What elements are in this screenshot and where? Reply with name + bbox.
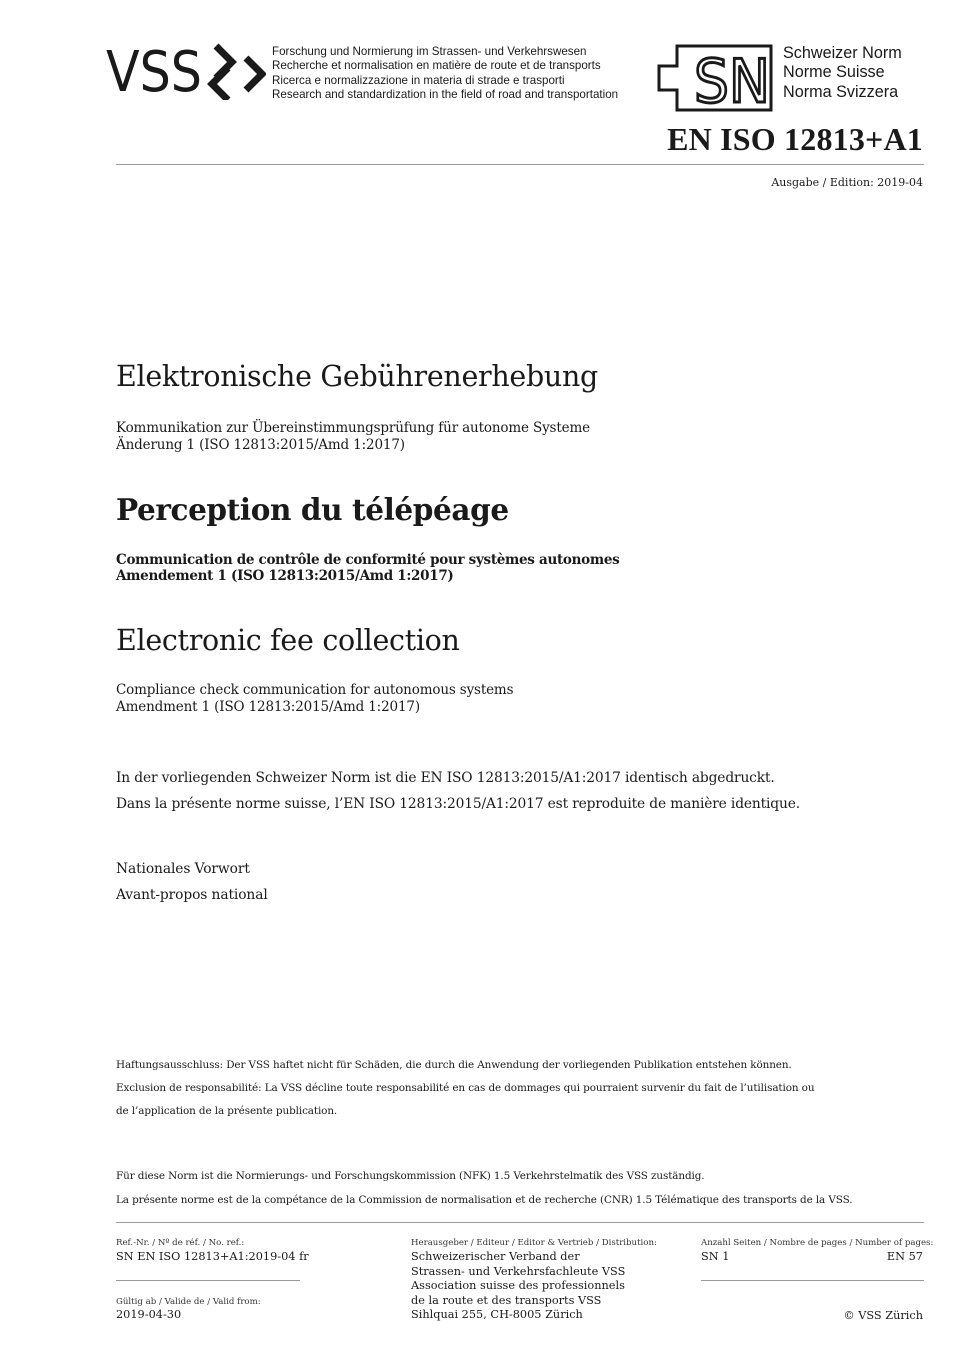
identity-statement-de: In der vorliegenden Schweizer Norm ist die EN ISO 12813:2015/A1:2017 identisch abgedruckt.	[116, 770, 775, 786]
subtitle-de-line: Änderung 1 (ISO 12813:2015/Amd 1:2017)	[116, 436, 405, 453]
ref-value: SN EN ISO 12813+A1:2019-04 fr	[116, 1250, 309, 1263]
subtitle-en-line: Compliance check communication for autonomous systems	[116, 682, 514, 698]
disclaimer-de: Haftungsausschluss: Der VSS haftet nicht für Schäden, die durch die Anwendung der vorliegenden Publikation entstehen können.	[116, 1059, 792, 1071]
publisher-line: Strassen- und Verkehrsfachleute VSS	[411, 1264, 626, 1278]
publisher-line: Sihlquai 255, CH-8005 Zürich	[411, 1308, 583, 1322]
subtitle-fr-line: Communication de contrôle de conformité pour systèmes autonomes	[116, 552, 620, 568]
valid-value: 2019-04-30	[116, 1308, 182, 1321]
committee-de: Für diese Norm ist die Normierungs- und Forschungskommission (NFK) 1.5 Verkehrstelmatik des VSS zuständig.	[116, 1170, 705, 1182]
footer-divider	[116, 1222, 924, 1223]
valid-label: Gültig ab / Valide de / Valid from:	[116, 1297, 261, 1307]
subtitle-fr	[116, 552, 619, 584]
subtitle-de	[116, 420, 590, 453]
subtitle-de-line: Kommunikation zur Übereinstimmungsprüfung für autonome Systeme	[116, 420, 590, 436]
disclaimer-fr-line2: de l’application de la présente publication.	[116, 1105, 338, 1117]
ref-divider	[116, 1280, 300, 1281]
pages-label: Anzahl Seiten / Nombre de pages / Number of pages:	[701, 1238, 934, 1248]
national-foreword-fr: Avant-propos national	[116, 887, 268, 903]
disclaimer-fr-line1: Exclusion de responsabilité: La VSS décline toute responsabilité en cas de dommages qui pourraient survenir du fait de l’utilisation ou	[116, 1082, 815, 1094]
vss-tagline	[272, 45, 618, 103]
publisher-line: Association suisse des professionnels	[411, 1279, 625, 1293]
sn-name-fr: Norme Suisse	[783, 63, 885, 82]
vss-tagline-line: Ricerca e normalizzazione in materia di strade e trasporti	[272, 73, 565, 87]
edition-date: Ausgabe / Edition: 2019-04	[771, 176, 923, 189]
sn-names	[783, 44, 902, 102]
pages-divider	[701, 1280, 924, 1281]
sn-name-it: Norma Svizzera	[783, 82, 899, 101]
subtitle-en	[116, 682, 513, 715]
vss-tagline-line: Forschung und Normierung im Strassen- und Verkehrswesen	[272, 45, 587, 58]
publisher-address	[411, 1250, 625, 1323]
subtitle-en-line: Amendment 1 (ISO 12813:2015/Amd 1:2017)	[116, 698, 420, 715]
vss-logo-graphic	[106, 40, 266, 100]
pages-en: EN 57	[886, 1250, 923, 1263]
ref-label: Ref.-Nr. / Nº de réf. / No. ref.:	[116, 1238, 245, 1248]
committee-fr: La présente norme est de la compétance de la Commission de normalisation et de recherche (CNR) 1.5 Télématique des transports de la VSS.	[116, 1194, 853, 1206]
sn-logo	[657, 44, 775, 112]
copyright: © VSS Zürich	[843, 1309, 923, 1322]
sn-name-de: Schweizer Norm	[783, 44, 902, 62]
identity-statement-fr: Dans la présente norme suisse, l’EN ISO 12813:2015/A1:2017 est reproduite de manière identique.	[116, 796, 800, 812]
sn-logo-text: SN	[694, 47, 770, 112]
pages-sn: SN 1	[701, 1250, 730, 1263]
vss-logo-text: VSS	[106, 40, 202, 100]
vss-logo	[106, 40, 266, 100]
title-de: Elektronische Gebührenerhebung	[116, 360, 598, 393]
title-fr: Perception du télépéage	[116, 492, 509, 527]
publisher-line: Schweizerischer Verband der	[411, 1250, 580, 1263]
swiss-cross-sn-graphic	[657, 44, 775, 112]
publisher-line: de la route et des transports VSS	[411, 1293, 602, 1307]
vss-tagline-line: Research and standardization in the field of road and transportation	[272, 88, 619, 102]
header-divider	[116, 164, 924, 165]
publisher-label: Herausgeber / Editeur / Editor & Vertrieb / Distribution:	[411, 1238, 657, 1248]
vss-tagline-line: Recherche et normalisation en matière de route et de transports	[272, 59, 601, 73]
title-en: Electronic fee collection	[116, 624, 460, 657]
national-foreword-de: Nationales Vorwort	[116, 861, 250, 877]
standard-number: EN ISO 12813+A1	[667, 121, 923, 157]
subtitle-fr-line: Amendement 1 (ISO 12813:2015/Amd 1:2017)	[116, 568, 454, 584]
